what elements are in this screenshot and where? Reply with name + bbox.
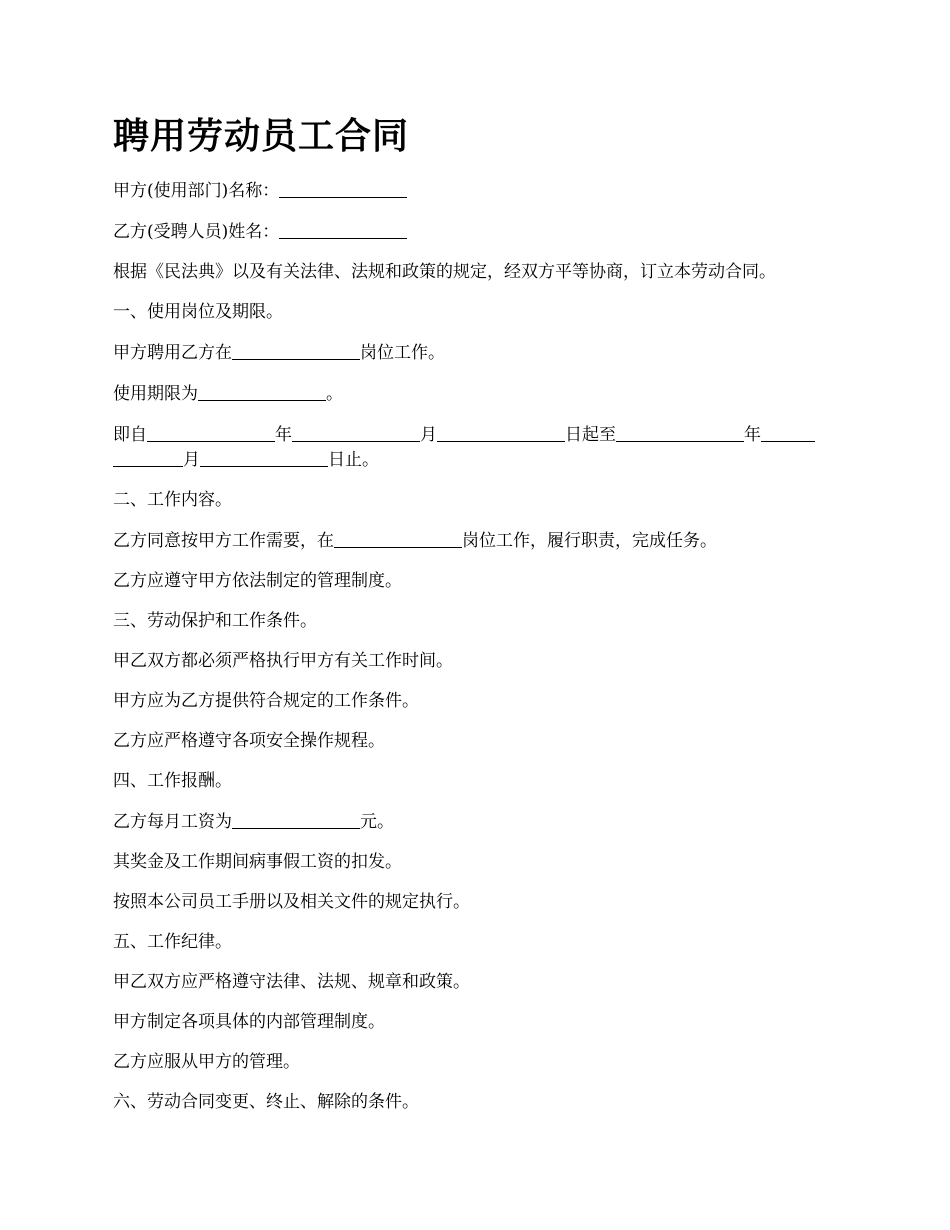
work-content-line: [113, 528, 838, 553]
day-end-label: 日止。: [328, 450, 379, 470]
section-5-line-3: 乙方应服从甲方的管理。: [113, 1052, 300, 1072]
section-4-line-3: 按照本公司员工手册以及相关文件的规定执行。: [113, 892, 470, 912]
day-to-label: 日起至: [565, 425, 616, 445]
work-content-prefix: 乙方同意按甲方工作需要，在: [113, 531, 334, 551]
section-3-line-2: 甲方应为乙方提供符合规定的工作条件。: [113, 691, 419, 711]
work-content-suffix: 岗位工作，履行职责，完成任务。: [462, 531, 717, 551]
start-year-blank: [147, 424, 275, 442]
section-2-line-2: 乙方应遵守甲方依法制定的管理制度。: [113, 571, 402, 591]
section-5-line-2: 甲方制定各项具体的内部管理制度。: [113, 1012, 385, 1032]
section-3-line-1: 甲乙双方都必须严格执行甲方有关工作时间。: [113, 651, 453, 671]
term-line-suffix: 。: [326, 384, 343, 404]
post-line-suffix: 岗位工作。: [360, 343, 445, 363]
end-day-blank: [200, 449, 328, 467]
post-line: [113, 340, 838, 365]
start-day-blank: [437, 424, 565, 442]
party-b-blank: [279, 221, 407, 239]
section-2-heading: 二、工作内容。: [113, 490, 232, 510]
term-line-prefix: 使用期限为: [113, 384, 198, 404]
section-4-heading: 四、工作报酬。: [113, 771, 232, 791]
month-label-2: 月: [183, 450, 200, 470]
end-year-blank: [616, 424, 744, 442]
section-6-heading: 六、劳动合同变更、终止、解除的条件。: [113, 1092, 419, 1112]
salary-suffix: 元。: [360, 812, 394, 832]
party-a-blank: [279, 180, 407, 198]
date-range-line: [113, 422, 838, 472]
party-a-label: 甲方(使用部门)名称：: [113, 181, 280, 201]
start-month-blank: [292, 424, 420, 442]
work-post-blank: [334, 530, 462, 548]
term-blank: [198, 383, 326, 401]
end-month-blank-part2: [113, 449, 183, 467]
section-1-heading: 一、使用岗位及期限。: [113, 302, 283, 322]
document-body: [113, 178, 838, 1130]
party-b-label: 乙方(受聘人员)姓名：: [113, 222, 280, 242]
section-4-line-2: 其奖金及工作期间病事假工资的扣发。: [113, 852, 402, 872]
party-b-line: [113, 219, 838, 244]
section-5-heading: 五、工作纪律。: [113, 932, 232, 952]
end-month-blank-part1: [761, 424, 815, 442]
year-label: 年: [275, 425, 292, 445]
section-3-line-3: 乙方应严格遵守各项安全操作规程。: [113, 731, 385, 751]
post-blank: [232, 342, 360, 360]
section-5-line-1: 甲乙双方应严格遵守法律、法规、规章和政策。: [113, 972, 470, 992]
post-line-prefix: 甲方聘用乙方在: [113, 343, 232, 363]
date-from-label: 即自: [113, 425, 147, 445]
salary-blank: [232, 811, 360, 829]
preamble: 根据《民法典》以及有关法律、法规和政策的规定，经双方平等协商，订立本劳动合同。: [113, 262, 776, 282]
year-label-2: 年: [744, 425, 761, 445]
section-3-heading: 三、劳动保护和工作条件。: [113, 611, 317, 631]
salary-line: [113, 809, 838, 834]
salary-prefix: 乙方每月工资为: [113, 812, 232, 832]
term-line: [113, 381, 838, 406]
month-label: 月: [420, 425, 437, 445]
party-a-line: [113, 178, 838, 203]
document-title: 聘用劳动员工合同: [113, 115, 410, 157]
